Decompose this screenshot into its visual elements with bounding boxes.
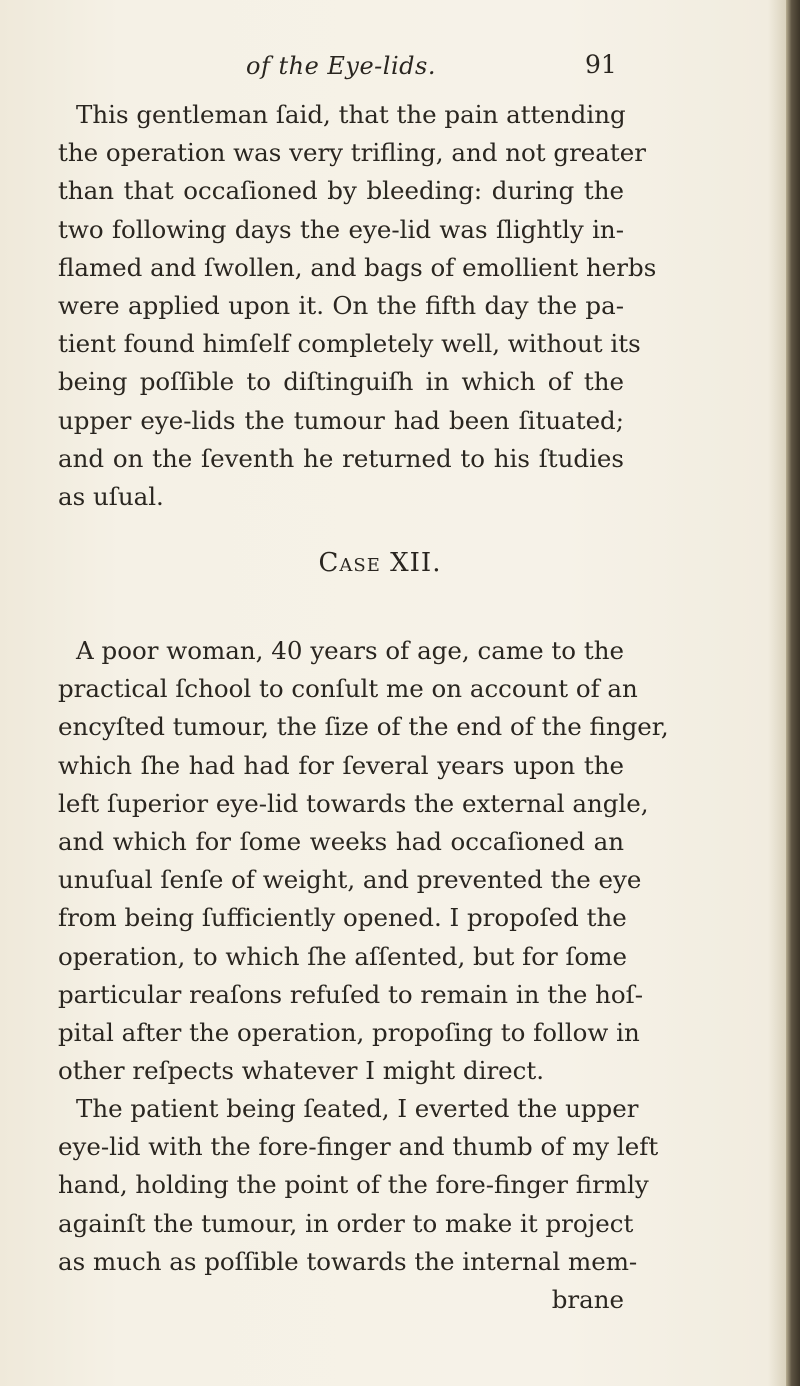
page-edge-shadow <box>786 0 800 1386</box>
text-line: upper eye-lids the tumour had been ſituated; <box>58 405 624 435</box>
running-title: of the Eye-lids. <box>246 52 436 80</box>
case-heading <box>0 548 800 578</box>
text-line: eye-lid with the fore-finger and thumb of my left <box>58 1132 659 1162</box>
paragraph-3 <box>58 1090 659 1319</box>
text-line: which ſhe had had for ſeveral years upon the <box>58 750 624 780</box>
text-line: operation, to which ſhe aſſented, but for ſome <box>58 941 628 971</box>
text-line: from being ſufficiently opened. I propoſed the <box>58 903 627 933</box>
page-number: 91 <box>585 50 617 79</box>
text-line: hand, holding the point of the fore-finger firmly <box>58 1170 649 1200</box>
text-line: brane <box>551 1284 624 1314</box>
text-line: other reſpects whatever I might direct. <box>58 1056 545 1086</box>
text-line: than that occaſioned by bleeding: during the <box>58 176 624 206</box>
paragraph-1 <box>58 96 657 516</box>
text-line: practical ſchool to conſult me on account of an <box>58 674 638 704</box>
text-line: flamed and ſwollen, and bags of emollient herbs <box>58 252 657 282</box>
text-line: were applied upon it. On the fifth day the pa- <box>58 290 624 320</box>
text-line: A poor woman, 40 years of age, came to the <box>76 636 624 665</box>
text-line: tient found himſelf completely well, without its <box>58 329 641 359</box>
text-line: and on the ſeventh he returned to his ſtudies <box>58 443 624 473</box>
text-line: pital after the operation, propoſing to follow in <box>58 1017 640 1047</box>
text-line: unuſual ſenſe of weight, and prevented the eye <box>58 865 642 895</box>
text-line: encyſted tumour, the ſize of the end of the finger, <box>58 712 669 742</box>
text-line: particular reaſons refuſed to remain in the hoſ- <box>58 979 644 1009</box>
case-heading-text: Case XII. <box>318 548 442 578</box>
text-line: as much as poſſible towards the internal mem- <box>58 1246 638 1276</box>
paragraph-2 <box>58 632 669 1090</box>
text-line: being poſſible to diſtinguiſh in which of the <box>58 367 624 397</box>
text-line: the operation was very trifling, and not greater <box>58 138 646 168</box>
text-line: two following days the eye-lid was ſlightly in- <box>58 214 624 244</box>
text-line: againſt the tumour, in order to make it project <box>58 1208 634 1238</box>
text-line: and which for ſome weeks had occaſioned an <box>58 826 624 856</box>
text-line: left ſuperior eye-lid towards the external angle, <box>58 788 649 818</box>
text-line: The patient being ſeated, I everted the upper <box>76 1094 639 1123</box>
page-header <box>0 44 800 84</box>
text-line: This gentleman ſaid, that the pain attending <box>76 100 626 129</box>
text-line: as uſual. <box>58 481 164 511</box>
